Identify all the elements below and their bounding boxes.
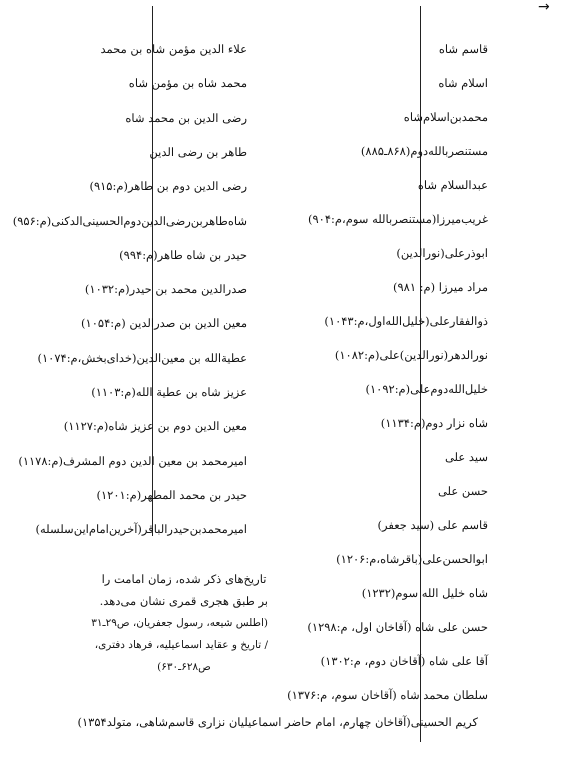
lineage-entry: شاه نزار دوم(م:۱۱۳۴)	[380, 416, 488, 430]
lineage-entry: ذوالفقارعلی(خلیل‌الله‌اول،م:۱۰۴۳)	[324, 314, 488, 328]
lineage-entry: حسن علی	[437, 484, 488, 498]
page-arrow-icon: →	[538, 0, 550, 15]
lineage-entry: آقا علی شاه (آقاخان دوم، م:۱۳۰۲)	[320, 654, 488, 668]
lineage-entry: رضی الدین بن محمد شاه	[125, 110, 247, 125]
lineage-entry: شاه‌طاهربن‌رضی‌الدین‌دوم‌الحسینی‌الدکنی(م:۹۵۶)	[12, 213, 247, 228]
current-imam-entry: کریم الحسینی(آقاخان چهارم، امام حاضر اسماعیلیان نزاری قاسم‌شاهی، متولد۱۳۵۴)	[77, 715, 478, 729]
lineage-entry: رضی الدین دوم بن طاهر(م:۹۱۵)	[89, 179, 247, 194]
lineage-entry: مراد میرزا (م: ۹۸۱)	[392, 280, 488, 294]
lineage-entry: قاسم علی (سید جعفر)	[377, 518, 488, 532]
lineage-entry: قاسم شاه	[438, 42, 488, 56]
lineage-entry: مستنصربالله‌دوم(۸۶۸ـ۸۸۵)	[360, 144, 488, 158]
lineage-entry: غریب‌میرزا(مستنصربالله سوم،م:۹۰۴)	[307, 212, 488, 226]
lineage-entry: اسلام شاه	[438, 76, 488, 90]
lineage-entry: ابوالحسن‌علی(باقرشاه،م:۱۲۰۶)	[336, 552, 488, 566]
lineage-entry: خلیل‌الله‌دوم‌علی(م:۱۰۹۲)	[365, 382, 488, 396]
lineage-entry: حسن علی شاه (آقاخان اول، م:۱۲۹۸)	[307, 620, 488, 634]
lineage-entry: امیرمحمد بن معین الدین دوم المشرف(م:۱۱۷۸)	[18, 453, 247, 468]
lineage-entry: ابوذرعلی(نورالدین)	[396, 246, 488, 260]
lineage-entry: عزیز شاه بن عطیة الله(م:۱۱۰۳)	[91, 385, 247, 399]
lineage-entry: طاهر بن رضی الدین	[149, 144, 247, 159]
note-line-1: تاریخ‌های ذکر شده، زمان امامت را	[101, 572, 267, 586]
lineage-entry: صدرالدین محمد بن حیدر(م:۱۰۳۲)	[84, 282, 247, 297]
note-line-4: / تاریخ و عقاید اسماعیلیه، فرهاد دفتری،	[94, 639, 268, 651]
lineage-entry: شاه خلیل الله سوم(۱۲۳۲)	[361, 586, 488, 600]
lineage-entry: علاء الدین مؤمن شاه بن محمد	[100, 42, 247, 56]
lineage-entry: معین الدین دوم بن عزیز شاه(م:۱۱۲۷)	[63, 419, 247, 434]
lineage-entry: امیرمحمدبن‌حیدرالباقر(آخرین‌امام‌این‌سلسله)	[35, 522, 247, 537]
dates-note	[91, 568, 268, 678]
lineage-entry: حیدر بن محمد المطهر(م:۱۲۰۱)	[96, 487, 247, 502]
note-line-5: ص۶۲۸ـ۶۳۰)	[157, 661, 211, 673]
lineage-entry: محمدبن‌اسلام‌شاه	[403, 110, 488, 124]
lineage-entry: محمد شاه بن مؤمن شاه	[128, 76, 247, 91]
lineage-entry: حیدر بن شاه طاهر(م:۹۹۴)	[119, 247, 247, 262]
lineage-entry: معین الدین بن صدرالدین (م:۱۰۵۴)	[81, 316, 247, 331]
lineage-entry: عطیةالله بن معین‌الدین(خدای‌بخش،م:۱۰۷۴)	[37, 350, 247, 365]
lineage-entry: سلطان محمد شاه (آقاخان سوم، م:۱۳۷۶)	[287, 688, 488, 702]
note-line-2: بر طبق هجری قمری نشان می‌دهد.	[99, 594, 268, 608]
lineage-entry: نورالدهر(نورالدین)علی(م:۱۰۸۲)	[334, 348, 488, 362]
lineage-entry: عبدالسلام شاه	[417, 178, 488, 192]
lineage-entry: سید علی	[444, 450, 488, 464]
note-line-3: (اطلس شیعه، رسول جعفریان، ص۲۹ـ۳۱	[91, 617, 268, 629]
